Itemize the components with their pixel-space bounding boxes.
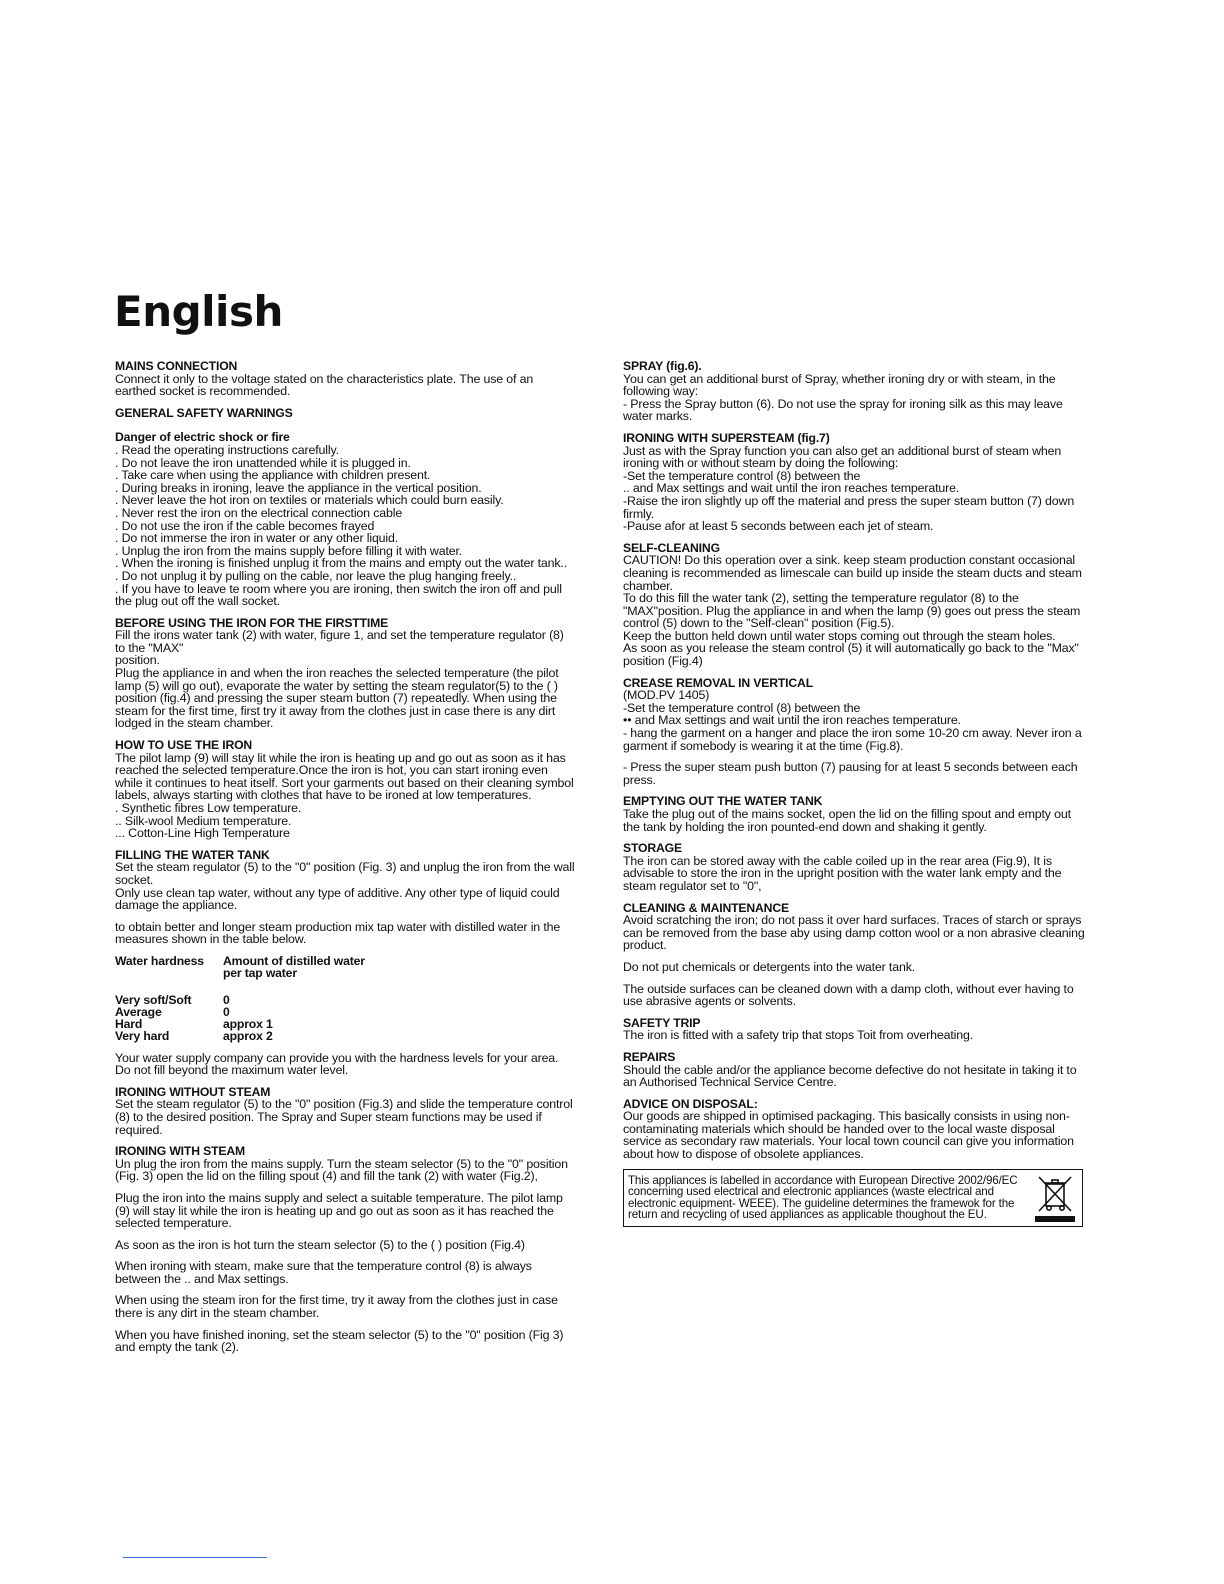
spray-p1: You can get an additional burst of Spray, whether ironing dry or with steam, in the following way: — [623, 371, 1056, 399]
how-to-use-text: The pilot lamp (9) will stay lit while the iron is heating up and go out as soon as it has reached the selected temperature.Once the iron is hot, you can start ironing even while it continues to heat itself. Sort your garments out based on their cleaning symbol labels, always starting with clothes that have to be ironed at low temperatures. — [115, 750, 574, 803]
disposal-section — [623, 1098, 1085, 1161]
table-header-cell — [223, 955, 365, 994]
list-item: . When the ironing is finished unplug it from the mains and empty out the water tank.. — [115, 556, 567, 571]
emptying-tank-text: Take the plug out of the mains socket, open the lid on the filling spout and empty out the tank by holding the iron pounted-end down and shaking it gently. — [623, 807, 1071, 834]
safety-trip-heading: SAFETY TRIP — [623, 1015, 701, 1030]
supersteam-line: -Raise the iron slightly up off the material and press the super steam button (7) down firmly. — [623, 493, 1075, 521]
disposal-text: Our goods are shipped in optimised packaging. This basically consists in using non-contaminating materials which should be handed over to the local waste disposal service as secondary raw materials. Your local town council can give you information about how to dispose of obsolete appliances. — [623, 1109, 1074, 1162]
self-cleaning-heading: SELF-CLEANING — [623, 540, 720, 555]
header-line: per tap water — [223, 966, 297, 981]
table-cell: Very hard — [115, 1029, 170, 1044]
water-hardness-table — [115, 955, 365, 1043]
supersteam-line: .. and Max settings and wait until the iron reaches temperature. — [623, 481, 960, 496]
temperature-list — [115, 802, 575, 840]
list-item: ... Cotton-Line High Temperature — [115, 826, 290, 841]
list-item: . Take care when using the appliance with children present. — [115, 468, 431, 483]
how-to-use-heading: HOW TO USE THE IRON — [115, 738, 253, 753]
ironing-with-steam-p4: When ironing with steam, make sure that the temperature control (8) is always between the .. and Max settings. — [115, 1259, 532, 1286]
storage-heading: STORAGE — [623, 841, 682, 856]
ironing-with-steam-p6: When you have finished inoning, set the steam selector (5) to the "0" position (Fig 3) and empty the tank (2). — [115, 1327, 564, 1355]
weee-notice-box — [623, 1169, 1083, 1227]
supersteam-heading: IRONING WITH SUPERSTEAM (fig.7) — [623, 430, 830, 445]
general-safety-heading: GENERAL SAFETY WARNINGS — [115, 405, 293, 420]
spray-heading: SPRAY (fig.6). — [623, 359, 702, 373]
before-first-use-section — [115, 617, 575, 730]
crease-line: - hang the garment on a hanger and place the iron some 10-20 cm away. Never iron a garment if somebody is wearing it at the time (Fig.8). — [623, 726, 1082, 753]
self-cleaning-section — [623, 542, 1085, 668]
self-cleaning-p3: Keep the button held down until water stops coming out through the steam holes. — [623, 628, 1056, 643]
cleaning-heading: CLEANING & MAINTENANCE — [623, 900, 789, 915]
repairs-section — [623, 1051, 1085, 1089]
filling-tank-section — [115, 849, 575, 946]
table-cell: approx 2 — [223, 1029, 273, 1044]
self-cleaning-p1: CAUTION! Do this operation over a sink. keep steam production constant occasional cleaning is recommended as limescale can build up inside the steam ducts and steam chamber. — [623, 553, 1082, 593]
before-first-use-p2: position. — [115, 653, 160, 668]
table-header-cell: Water hardness — [115, 953, 204, 968]
mains-connection-heading: MAINS CONNECTION — [115, 359, 238, 373]
storage-section — [623, 842, 1085, 892]
table-cell: approx 1 — [223, 1017, 273, 1032]
storage-text: The iron can be stored away with the cable coiled up in the rear area (Fig.9), It is advisable to store the iron in the upright position with the water lank empty and the steam regulator set to "0", — [623, 853, 1062, 893]
supersteam-section — [623, 432, 1085, 533]
mains-connection-text: Connect it only to the voltage stated on the characteristics plate. The use of an earthed socket is recommended. — [115, 371, 534, 399]
ironing-with-steam-p1: Un plug the iron from the mains supply. Turn the steam selector (5) to the "0" position (Fig. 3) open the lid on the filling spout (4) and fill the tank (2) with water (Fig.2), — [115, 1156, 568, 1184]
list-item: . Do not unplug it by pulling on the cable, nor leave the plug hanging freely.. — [115, 568, 517, 583]
list-item: . Do not use the iron if the cable becomes frayed — [115, 518, 375, 533]
wheelie-bin-svg — [1035, 1175, 1075, 1213]
filling-tank-p3: to obtain better and longer steam production mix tap water with distilled water in the measures shown in the table below. — [115, 919, 561, 947]
list-item: . Read the operating instructions carefully. — [115, 442, 339, 457]
before-first-use-p1: Fill the irons water tank (2) with water, figure 1, and set the temperature regulator (8) to the "MAX" — [115, 628, 564, 655]
filling-tank-heading: FILLING THE WATER TANK — [115, 847, 270, 862]
list-item: . Never leave the hot iron on textiles or materials which could burn easily. — [115, 493, 504, 508]
cleaning-p2: Do not put chemicals or detergents into the water tank. — [623, 959, 916, 974]
page-title: English — [114, 287, 283, 336]
repairs-text: Should the cable and/or the appliance become defective do not hesitate in taking it to an Authorised Technical Service Centre. — [623, 1062, 1077, 1090]
list-item: . Unplug the iron from the mains supply before filling it with water. — [115, 543, 463, 558]
danger-list — [115, 444, 575, 608]
mains-connection-section — [115, 360, 575, 398]
self-cleaning-p4: As soon as you release the steam control (5) it will automatically go back to the "Max" position (Fig.4) — [623, 641, 1079, 669]
table-row — [115, 1030, 365, 1042]
list-item: . Never rest the iron on the electrical connection cable — [115, 505, 403, 520]
crease-press-text: - Press the super steam push button (7) pausing for at least 5 seconds between each press. — [623, 760, 1078, 787]
cleaning-p1: Avoid scratching the iron; do not pass it over hard surfaces. Traces of starch or sprays can be removed from the base aby using damp cotton wool or a non abrasive cleaning product. — [623, 913, 1085, 953]
spray-section — [623, 360, 1085, 423]
weee-notice-text: This appliances is labelled in accordance with European Directive 2002/96/EC concerning used electrical and electronic appliances (waste electrical and electronic equipment- WEEE). The guideline determines the framewok for the return and recycling of used appliances as applicable thoughout the EU. — [628, 1173, 1018, 1222]
left-column — [115, 360, 575, 1363]
danger-section — [115, 431, 575, 607]
before-first-use-p3: Plug the appliance in and when the iron reaches the selected temperature (the pilot lamp (5) will go out), evaporate the water by setting the steam regulator(5) to the ( ) position (fig.4) and pressing the super steam button (7) repeatedly. When using the steam for the first time, first try it away from the clothes just in case there is any dirt lodged in the steam chamber. — [115, 666, 559, 731]
supersteam-line: Just as with the Spray function you can also get an additional burst of steam when ironing with or without steam by doing the following: — [623, 443, 1062, 471]
before-first-use-heading: BEFORE USING THE IRON FOR THE FIRSTTIME — [115, 615, 389, 630]
list-item: . If you have to leave te room where you are ironing, then switch the iron off and pull the plug out off the wall socket. — [115, 581, 562, 609]
footer-rule — [123, 1557, 267, 1558]
spray-p2: - Press the Spray button (6). Do not use the spray for ironing silk as this may leave water marks. — [623, 396, 1063, 424]
ironing-with-steam-p2: Plug the iron into the mains supply and select a suitable temperature. The pilot lamp (9) will stay lit while the iron is heating up and go out as soon as it has reached the selected temperature. — [115, 1190, 563, 1231]
table-cell: 0 — [223, 992, 230, 1007]
emptying-tank-section — [623, 795, 1085, 833]
ironing-with-steam-p5: When using the steam iron for the first time, try it away from the clothes just in case there is any dirt in the steam chamber. — [115, 1293, 558, 1321]
ironing-without-steam-text: Set the steam regulator (5) to the "0" position (Fig.3) and slide the temperature control (8) to the desired position. The Spray and Super steam functions may be used if required. — [115, 1097, 573, 1137]
supersteam-line: -Set the temperature control (8) between the — [623, 468, 861, 483]
ironing-with-steam-p3: As soon as the iron is hot turn the steam selector (5) to the ( ) position (Fig.4) — [115, 1237, 525, 1252]
crease-removal-heading: CREASE REMOVAL IN VERTICAL — [623, 675, 813, 690]
table-header-row — [115, 955, 365, 994]
right-column — [623, 360, 1085, 1227]
general-safety-section — [115, 407, 575, 420]
self-cleaning-p2: To do this fill the water tank (2), setting the temperature regulator (8) to the "MAX"position. Plug the appliance in and when the lamp (9) goes out press the steam control (5) down to the "Self-clean" position (Fig.5). — [623, 591, 1081, 631]
ironing-with-steam-heading: IRONING WITH STEAM — [115, 1144, 245, 1159]
water-supply-section — [115, 1052, 575, 1077]
cleaning-p3: The outside surfaces can be cleaned down with a damp cloth, without ever having to use abrasive agents or solvents. — [623, 981, 1074, 1009]
ironing-with-steam-section — [115, 1145, 575, 1354]
danger-heading: Danger of electric shock or fire — [115, 430, 290, 445]
safety-trip-section — [623, 1017, 1085, 1042]
crossed-out-wheelie-bin-icon — [1032, 1175, 1078, 1222]
water-supply-text: Your water supply company can provide you with the hardness levels for your area. Do not fill beyond the maximum water level. — [115, 1050, 559, 1078]
supersteam-line: -Pause afor at least 5 seconds between each jet of steam. — [623, 519, 934, 534]
how-to-use-section — [115, 739, 575, 840]
table-cell: Hard — [115, 1017, 143, 1032]
crease-removal-section — [623, 677, 1085, 787]
list-item: . Synthetic fibres Low temperature. — [115, 801, 302, 815]
list-item: . Do not immerse the iron in water or any other liquid. — [115, 531, 399, 546]
emptying-tank-heading: EMPTYING OUT THE WATER TANK — [623, 794, 823, 809]
filling-tank-p2: Only use clean tap water, without any type of additive. Any other type of liquid could damage the appliance. — [115, 885, 560, 913]
safety-trip-text: The iron is fitted with a safety trip that stops Toit from overheating. — [623, 1028, 973, 1043]
weee-bar — [1035, 1216, 1075, 1222]
header-line: Amount of distilled water — [223, 953, 365, 968]
table-cell: 0 — [223, 1004, 230, 1019]
table-cell: Average — [115, 1004, 162, 1019]
list-item: .. Silk-wool Medium temperature. — [115, 813, 292, 828]
crease-line: -Set the temperature control (8) between the — [623, 700, 861, 715]
list-item: . Do not leave the iron unattended while it is plugged in. — [115, 455, 411, 470]
table-cell: Very soft/Soft — [115, 992, 192, 1007]
ironing-without-steam-section — [115, 1086, 575, 1136]
disposal-heading: ADVICE ON DISPOSAL: — [623, 1096, 758, 1111]
ironing-without-steam-heading: IRONING WITHOUT STEAM — [115, 1084, 271, 1099]
filling-tank-p1: Set the steam regulator (5) to the "0" position (Fig. 3) and unplug the iron from the wall socket. — [115, 860, 575, 887]
repairs-heading: REPAIRS — [623, 1049, 676, 1064]
cleaning-section — [623, 902, 1085, 1008]
crease-line: •• and Max settings and wait until the iron reaches temperature. — [623, 713, 961, 728]
list-item: . During breaks in ironing, leave the appliance in the vertical position. — [115, 480, 482, 495]
crease-line: (MOD.PV 1405) — [623, 688, 710, 703]
